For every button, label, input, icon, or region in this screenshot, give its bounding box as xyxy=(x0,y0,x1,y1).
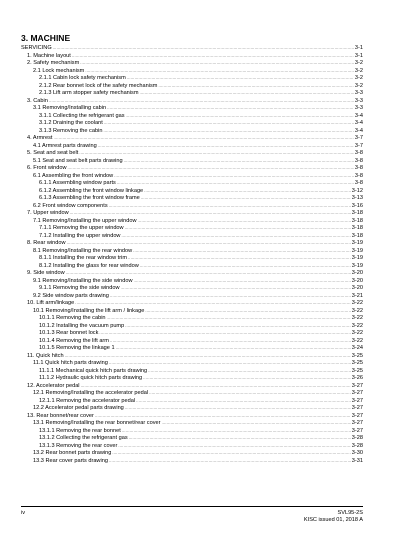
toc-entry-page: 3-22 xyxy=(351,300,363,306)
toc-entry-title: 11.1.1 Mechanical quick hitch parts drawing xyxy=(39,367,148,374)
table-of-contents xyxy=(21,44,363,464)
toc-dot-leader xyxy=(148,367,351,375)
toc-entry[interactable] xyxy=(21,382,363,390)
toc-entry-title: 12.2 Accelerator pedal parts drawing xyxy=(33,405,124,411)
toc-entry[interactable] xyxy=(21,74,363,82)
toc-dot-leader xyxy=(125,404,351,412)
toc-entry[interactable] xyxy=(21,457,363,465)
toc-entry[interactable] xyxy=(21,337,363,345)
toc-entry-title: 11.1 Quick hitch parts drawing xyxy=(33,360,108,366)
toc-dot-leader xyxy=(149,389,351,397)
toc-entry-title: 13.2 Rear bonnet parts drawing xyxy=(33,450,112,456)
toc-entry-title: 10.1.4 Removing the lift arm xyxy=(39,337,109,344)
toc-entry[interactable] xyxy=(21,104,363,112)
toc-dot-leader xyxy=(107,314,351,322)
toc-entry-title: 10.1.3 Rear bonnet lock xyxy=(39,330,99,336)
toc-entry-title: 7.1.2 Installing the upper window xyxy=(39,232,121,239)
toc-entry-title: 2.1 Lock mechanism xyxy=(33,67,85,74)
toc-entry-page: 3-18 xyxy=(351,225,363,231)
toc-entry-page: 3-20 xyxy=(351,285,363,291)
toc-dot-leader xyxy=(75,299,351,307)
toc-entry-title: 4.1 Armrest parts drawing xyxy=(33,142,97,149)
toc-dot-leader xyxy=(110,337,351,345)
toc-entry[interactable] xyxy=(21,374,363,382)
toc-entry[interactable] xyxy=(21,292,363,300)
toc-entry[interactable] xyxy=(21,389,363,397)
toc-entry-title: 2. Safety mechanism xyxy=(27,60,80,66)
toc-entry-title: SERVICING xyxy=(21,45,52,51)
toc-entry-page: 3-20 xyxy=(351,277,363,284)
toc-entry-page: 3-22 xyxy=(351,322,363,329)
toc-entry-title: 12.1 Removing/Installing the accelerator pedal xyxy=(33,390,149,396)
toc-entry-title: 6.2 Front window components xyxy=(33,202,108,209)
toc-dot-leader xyxy=(110,292,351,300)
toc-entry-title: 9.2 Side window parts drawing xyxy=(33,292,109,299)
toc-entry-title: 9.1.1 Removing the side window xyxy=(39,285,120,291)
toc-entry-title: 6.1 Assembling the front window xyxy=(33,172,114,179)
toc-dot-leader xyxy=(162,419,351,427)
toc-entry[interactable] xyxy=(21,307,363,315)
toc-entry[interactable] xyxy=(21,397,363,405)
toc-entry-title: 3.1.2 Draining the coolant xyxy=(39,120,103,126)
toc-entry-page: 3-3 xyxy=(354,97,363,104)
toc-entry-page: 3-27 xyxy=(351,397,363,404)
toc-entry-title: 10. Lift arm/linkage xyxy=(27,300,75,306)
toc-entry-title: 9.1 Removing/Installing the side window xyxy=(33,277,133,284)
toc-entry[interactable] xyxy=(21,269,363,277)
footer-divider xyxy=(21,506,363,507)
toc-dot-leader xyxy=(114,172,354,180)
toc-entry[interactable] xyxy=(21,329,363,337)
toc-entry-title: 6. Front window xyxy=(27,165,67,171)
toc-dot-leader xyxy=(124,157,354,165)
toc-dot-leader xyxy=(134,277,351,285)
toc-entry[interactable] xyxy=(21,277,363,285)
toc-entry[interactable] xyxy=(21,299,363,307)
toc-entry-page: 3-20 xyxy=(351,270,363,276)
toc-entry[interactable] xyxy=(21,262,363,270)
toc-entry-title: 10.1.1 Removing the cabin xyxy=(39,315,106,321)
toc-entry-page: 3-26 xyxy=(351,375,363,381)
toc-entry-page: 3-3 xyxy=(354,105,363,111)
toc-entry-page: 3-8 xyxy=(354,172,363,179)
toc-dot-leader xyxy=(125,322,351,330)
toc-entry[interactable] xyxy=(21,59,363,67)
toc-dot-leader xyxy=(54,134,354,142)
toc-entry-page: 3-18 xyxy=(351,217,363,224)
toc-entry-page: 3-19 xyxy=(351,255,363,261)
toc-dot-leader xyxy=(81,382,351,390)
toc-dot-leader xyxy=(72,52,354,60)
toc-entry-page: 3-7 xyxy=(354,135,363,141)
toc-dot-leader xyxy=(49,97,354,105)
toc-dot-leader xyxy=(65,352,351,360)
toc-entry-title: 3.1.1 Collecting the refrigerant gas xyxy=(39,112,125,119)
toc-entry-page: 3-22 xyxy=(351,337,363,344)
toc-dot-leader xyxy=(116,344,351,352)
toc-entry-title: 13. Rear bonnet/rear cover xyxy=(27,412,94,419)
toc-entry-title: 10.1.2 Installing the vacuum pump xyxy=(39,322,125,329)
toc-dot-leader xyxy=(99,329,350,337)
toc-entry-title: 6.1.1 Assembling window parts xyxy=(39,180,116,186)
toc-entry-page: 3-22 xyxy=(351,307,363,314)
toc-entry-title: 6.1.2 Assembling the front window linkage xyxy=(39,187,144,194)
toc-entry-title: 8.1.2 Installing the glass for rear window xyxy=(39,262,139,269)
toc-entry-page: 3-24 xyxy=(351,345,363,351)
toc-entry-page: 3-8 xyxy=(354,157,363,164)
toc-entry[interactable] xyxy=(21,119,363,127)
toc-entry-title: 3. Cabin xyxy=(27,97,48,104)
toc-dot-leader xyxy=(112,449,350,457)
toc-entry-title: 13.1.2 Collecting the refrigerant gas xyxy=(39,435,128,441)
toc-entry-page: 3-18 xyxy=(351,210,363,216)
toc-entry-page: 3-8 xyxy=(354,150,363,156)
toc-dot-leader xyxy=(53,44,354,52)
toc-entry-title: 7.1.1 Removing the upper window xyxy=(39,225,124,231)
toc-entry-page: 3-3 xyxy=(354,90,363,96)
toc-dot-leader xyxy=(79,149,354,157)
toc-entry[interactable] xyxy=(21,404,363,412)
toc-entry-title: 2.1.3 Lift arm stopper safety mechanism xyxy=(39,90,139,96)
toc-entry-title: 2.1.1 Cabin lock safety mechanism xyxy=(39,75,126,81)
toc-dot-leader xyxy=(129,434,351,442)
toc-entry[interactable] xyxy=(21,89,363,97)
toc-dot-leader xyxy=(125,224,351,232)
toc-entry-title: 3.1 Removing/Installing cabin xyxy=(33,105,107,111)
toc-dot-leader xyxy=(144,187,351,195)
toc-entry-title: 12. Accelerator pedal xyxy=(27,382,80,389)
toc-entry-page: 3-25 xyxy=(351,352,363,359)
toc-dot-leader xyxy=(140,262,351,270)
toc-entry-page: 3-27 xyxy=(351,420,363,426)
toc-dot-leader xyxy=(67,164,353,172)
toc-entry[interactable] xyxy=(21,314,363,322)
toc-entry[interactable] xyxy=(21,82,363,90)
toc-dot-leader xyxy=(138,217,351,225)
toc-dot-leader xyxy=(118,442,350,450)
footer-issue: KISC issued 01, 2018 A xyxy=(303,516,363,523)
toc-entry-title: 7. Upper window xyxy=(27,210,69,216)
toc-entry-page: 3-1 xyxy=(354,52,363,59)
toc-entry-title: 1. Machine layout xyxy=(27,52,71,59)
toc-entry[interactable] xyxy=(21,187,363,195)
toc-entry[interactable] xyxy=(21,224,363,232)
toc-entry[interactable] xyxy=(21,164,363,172)
toc-dot-leader xyxy=(109,457,351,465)
toc-entry-title: 3.1.3 Removing the cabin xyxy=(39,127,103,134)
toc-entry-page: 3-27 xyxy=(351,382,363,389)
toc-entry-page: 3-19 xyxy=(351,247,363,254)
toc-dot-leader xyxy=(80,59,354,67)
footer-doc-info xyxy=(304,510,363,523)
toc-dot-leader xyxy=(128,254,351,262)
toc-entry-title: 13.1.3 Removing the rear cover xyxy=(39,442,118,449)
toc-entry-page: 3-12 xyxy=(351,187,363,194)
toc-entry-title: 13.1.1 Removing the rear bonnet xyxy=(39,427,121,434)
toc-entry[interactable] xyxy=(21,194,363,202)
toc-entry-page: 3-19 xyxy=(351,262,363,269)
toc-dot-leader xyxy=(126,112,354,120)
toc-dot-leader xyxy=(121,232,350,240)
toc-dot-leader xyxy=(145,307,350,315)
toc-dot-leader xyxy=(66,269,351,277)
toc-entry-title: 5. Seat and seat belt xyxy=(27,150,79,156)
toc-entry-page: 3-28 xyxy=(351,435,363,441)
toc-dot-leader xyxy=(141,194,351,202)
toc-dot-leader xyxy=(143,374,351,382)
toc-dot-leader xyxy=(133,247,351,255)
toc-entry-title: 11. Quick hitch xyxy=(27,352,64,359)
toc-entry[interactable] xyxy=(21,217,363,225)
toc-entry[interactable] xyxy=(21,112,363,120)
toc-entry-page: 3-27 xyxy=(351,405,363,411)
toc-entry-page: 3-1 xyxy=(354,45,363,51)
toc-entry-page: 3-7 xyxy=(354,142,363,149)
toc-entry-page: 3-21 xyxy=(351,292,363,299)
toc-entry[interactable] xyxy=(21,442,363,450)
toc-dot-leader xyxy=(103,127,353,135)
toc-entry-title: 9. Side window xyxy=(27,270,65,276)
toc-entry[interactable] xyxy=(21,97,363,105)
toc-entry[interactable] xyxy=(21,344,363,352)
toc-entry-title: 8.1.1 Installing the rear window trim xyxy=(39,255,127,261)
toc-dot-leader xyxy=(98,142,354,150)
toc-entry[interactable] xyxy=(21,284,363,292)
toc-entry[interactable] xyxy=(21,419,363,427)
toc-entry-page: 3-8 xyxy=(354,180,363,186)
toc-entry[interactable] xyxy=(21,149,363,157)
toc-entry[interactable] xyxy=(21,52,363,60)
toc-entry[interactable] xyxy=(21,142,363,150)
footer-doc-id: SVL95-2S xyxy=(337,510,363,516)
toc-entry[interactable] xyxy=(21,254,363,262)
toc-dot-leader xyxy=(67,239,351,247)
toc-entry-page: 3-27 xyxy=(351,390,363,396)
toc-entry-title: 8. Rear window xyxy=(27,240,66,246)
toc-entry[interactable] xyxy=(21,44,363,52)
toc-entry[interactable] xyxy=(21,134,363,142)
toc-entry[interactable] xyxy=(21,172,363,180)
toc-entry-title: 13.1 Removing/Installing the rear bonnet/rear cover xyxy=(33,420,161,426)
section-heading: 3. MACHINE xyxy=(21,33,71,43)
toc-entry[interactable] xyxy=(21,209,363,217)
toc-entry-page: 3-2 xyxy=(354,75,363,81)
toc-entry-title: 8.1 Removing/Installing the rear window xyxy=(33,247,133,254)
toc-dot-leader xyxy=(109,359,351,367)
toc-dot-leader xyxy=(121,284,351,292)
toc-entry-page: 3-16 xyxy=(351,202,363,209)
toc-entry-page: 3-2 xyxy=(354,67,363,74)
toc-entry[interactable] xyxy=(21,247,363,255)
toc-entry-page: 3-2 xyxy=(354,82,363,89)
toc-entry[interactable] xyxy=(21,352,363,360)
toc-dot-leader xyxy=(95,412,351,420)
toc-entry-page: 3-4 xyxy=(354,112,363,119)
toc-entry[interactable] xyxy=(21,359,363,367)
toc-entry-title: 11.1.2 Hydraulic quick hitch parts drawing xyxy=(39,375,143,381)
toc-entry-page: 3-22 xyxy=(351,315,363,321)
toc-entry-page: 3-31 xyxy=(351,457,363,464)
toc-dot-leader xyxy=(107,104,354,112)
toc-entry[interactable] xyxy=(21,449,363,457)
toc-entry[interactable] xyxy=(21,412,363,420)
toc-dot-leader xyxy=(127,74,354,82)
footer-page-number: iv xyxy=(21,510,26,516)
toc-entry-page: 3-8 xyxy=(354,165,363,171)
toc-entry-title: 2.1.2 Rear bonnet lock of the safety mechanism xyxy=(39,82,158,89)
toc-entry-page: 3-19 xyxy=(351,240,363,246)
toc-entry-page: 3-22 xyxy=(351,330,363,336)
toc-entry-title: 6.1.3 Assembling the front window frame xyxy=(39,195,140,201)
toc-entry[interactable] xyxy=(21,202,363,210)
toc-dot-leader xyxy=(70,209,351,217)
toc-entry-page: 3-30 xyxy=(351,450,363,456)
toc-entry[interactable] xyxy=(21,367,363,375)
toc-entry-page: 3-25 xyxy=(351,367,363,374)
toc-entry-title: 5.1 Seat and seat belt parts drawing xyxy=(33,157,123,164)
toc-entry-title: 12.1.1 Removing the accelerator pedal xyxy=(39,397,136,404)
toc-entry-title: 13.3 Rear cover parts drawing xyxy=(33,457,108,464)
toc-entry[interactable] xyxy=(21,322,363,330)
toc-entry-page: 3-4 xyxy=(354,127,363,134)
toc-dot-leader xyxy=(117,179,354,187)
toc-dot-leader xyxy=(109,202,351,210)
toc-entry[interactable] xyxy=(21,239,363,247)
toc-entry-title: 4. Armrest xyxy=(27,135,53,141)
toc-entry-title: 10.1.5 Removing the linkage 1 xyxy=(39,345,115,351)
toc-dot-leader xyxy=(85,67,354,75)
toc-entry-title: 10.1 Removing/Installing the lift arm / linkage xyxy=(33,307,145,314)
toc-entry[interactable] xyxy=(21,434,363,442)
toc-entry-page: 3-4 xyxy=(354,120,363,126)
toc-dot-leader xyxy=(158,82,353,90)
toc-entry[interactable] xyxy=(21,427,363,435)
toc-entry[interactable] xyxy=(21,232,363,240)
toc-entry-title: 7.1 Removing/Installing the upper window xyxy=(33,217,137,224)
toc-entry[interactable] xyxy=(21,157,363,165)
toc-entry-page: 3-18 xyxy=(351,232,363,239)
toc-entry-page: 3-27 xyxy=(351,427,363,434)
toc-dot-leader xyxy=(122,427,351,435)
toc-entry-page: 3-13 xyxy=(351,195,363,201)
toc-entry[interactable] xyxy=(21,67,363,75)
toc-dot-leader xyxy=(104,119,354,127)
toc-entry[interactable] xyxy=(21,127,363,135)
toc-entry[interactable] xyxy=(21,179,363,187)
toc-entry-page: 3-28 xyxy=(351,442,363,449)
toc-dot-leader xyxy=(140,89,354,97)
toc-entry-page: 3-25 xyxy=(351,360,363,366)
toc-entry-page: 3-27 xyxy=(351,412,363,419)
toc-entry-page: 3-2 xyxy=(354,60,363,66)
toc-dot-leader xyxy=(136,397,351,405)
